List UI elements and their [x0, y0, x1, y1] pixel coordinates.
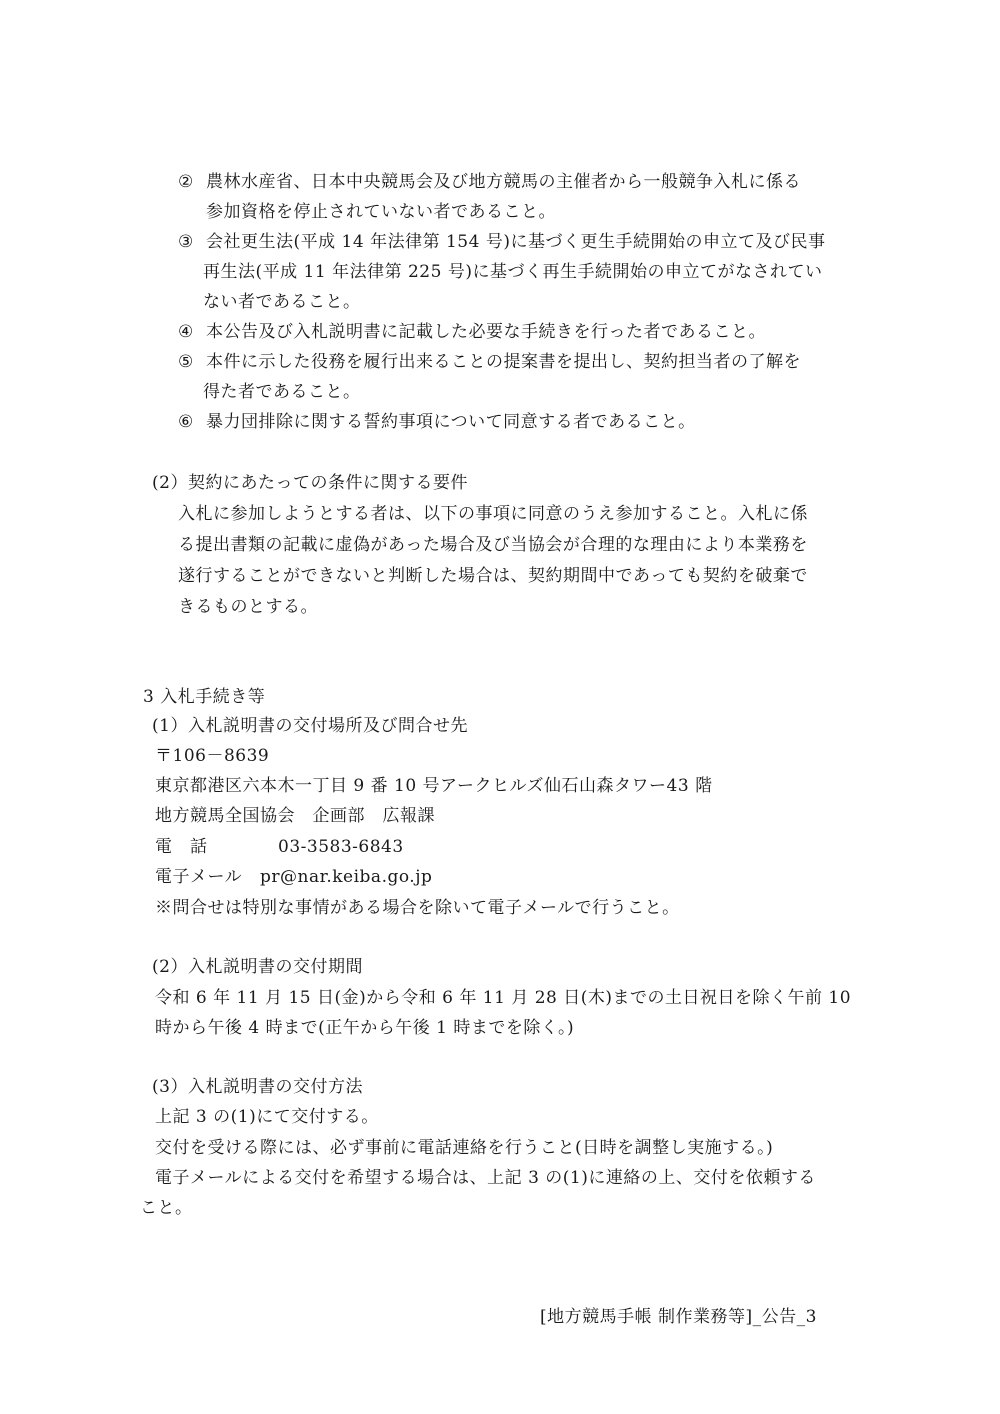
item-number: ③ [178, 232, 194, 252]
section-heading: 3 入札手続き等 [143, 687, 266, 707]
item-text: 会社更生法(平成 14 年法律第 154 号)に基づく更生手続開始の申立て及び民事 [206, 232, 826, 252]
list-item [178, 320, 766, 344]
section-heading: (2）契約にあたっての条件に関する要件 [152, 473, 468, 493]
item-text: 参加資格を停止されていない者であること。 [206, 202, 556, 222]
subsection-heading: (2）入札説明書の交付期間 [152, 957, 363, 977]
paragraph-line: きるものとする。 [178, 597, 318, 617]
item-text: 農林水産省、日本中央競馬会及び地方競馬の主催者から一般競争入札に係る [206, 172, 801, 192]
paragraph-line: 電子メールによる交付を希望する場合は、上記 3 の(1)に連絡の上、交付を依頼する [155, 1168, 816, 1188]
note: ※問合せは特別な事情がある場合を除いて電子メールで行うこと。 [155, 898, 680, 918]
item-text: 再生法(平成 11 年法律第 225 号)に基づく再生手続開始の申立てがなされてい [203, 262, 823, 282]
item-number: ② [178, 172, 194, 192]
phone-number: 03-3583-6843 [278, 837, 404, 857]
paragraph-line: 上記 3 の(1)にて交付する。 [155, 1107, 379, 1127]
paragraph-line: 時から午後 4 時まで(正午から午後 1 時までを除く。) [155, 1018, 575, 1038]
item-text: ない者であること。 [203, 292, 361, 312]
list-item [178, 170, 801, 194]
item-number: ⑤ [178, 352, 194, 372]
subsection-heading: (3）入札説明書の交付方法 [152, 1077, 363, 1097]
address: 東京都港区六本木一丁目 9 番 10 号アークヒルズ仙石山森タワー43 階 [155, 776, 713, 796]
paragraph-line: 令和 6 年 11 月 15 日(金)から令和 6 年 11 月 28 日(木)までの土日祝日を除く午前 10 [155, 988, 852, 1008]
list-item [178, 350, 801, 374]
item-text: 得た者であること。 [203, 382, 361, 402]
page-footer: [地方競馬手帳 制作業務等]_公告_3 [540, 1307, 817, 1327]
paragraph-line: 交付を受ける際には、必ず事前に電話連絡を行うこと(日時を調整し実施する。) [155, 1138, 774, 1158]
email-label: 電子メール [155, 867, 243, 887]
subsection-heading: (1）入札説明書の交付場所及び問合せ先 [152, 716, 468, 736]
item-number: ⑥ [178, 412, 194, 432]
organization: 地方競馬全国協会 企画部 広報課 [155, 806, 435, 826]
paragraph-line: 入札に参加しようとする者は、以下の事項に同意のうえ参加すること。入札に係 [178, 504, 808, 524]
email-address: pr@nar.keiba.go.jp [260, 867, 433, 887]
item-number: ④ [178, 322, 194, 342]
paragraph-line: 遂行することができないと判断した場合は、契約期間中であっても契約を破棄で [178, 566, 808, 586]
item-text: 本公告及び入札説明書に記載した必要な手続きを行った者であること。 [206, 322, 766, 342]
paragraph-line: る提出書類の記載に虚偽があった場合及び当協会が合理的な理由により本業務を [178, 535, 808, 555]
item-text: 本件に示した役務を履行出来ることの提案書を提出し、契約担当者の了解を [206, 352, 801, 372]
phone-label: 電 話 [155, 837, 208, 857]
paragraph-line: こと。 [140, 1198, 193, 1218]
list-item [178, 410, 696, 434]
item-text: 暴力団排除に関する誓約事項について同意する者であること。 [206, 412, 696, 432]
postal-code: 〒106－8639 [155, 746, 270, 766]
list-item [178, 230, 825, 254]
